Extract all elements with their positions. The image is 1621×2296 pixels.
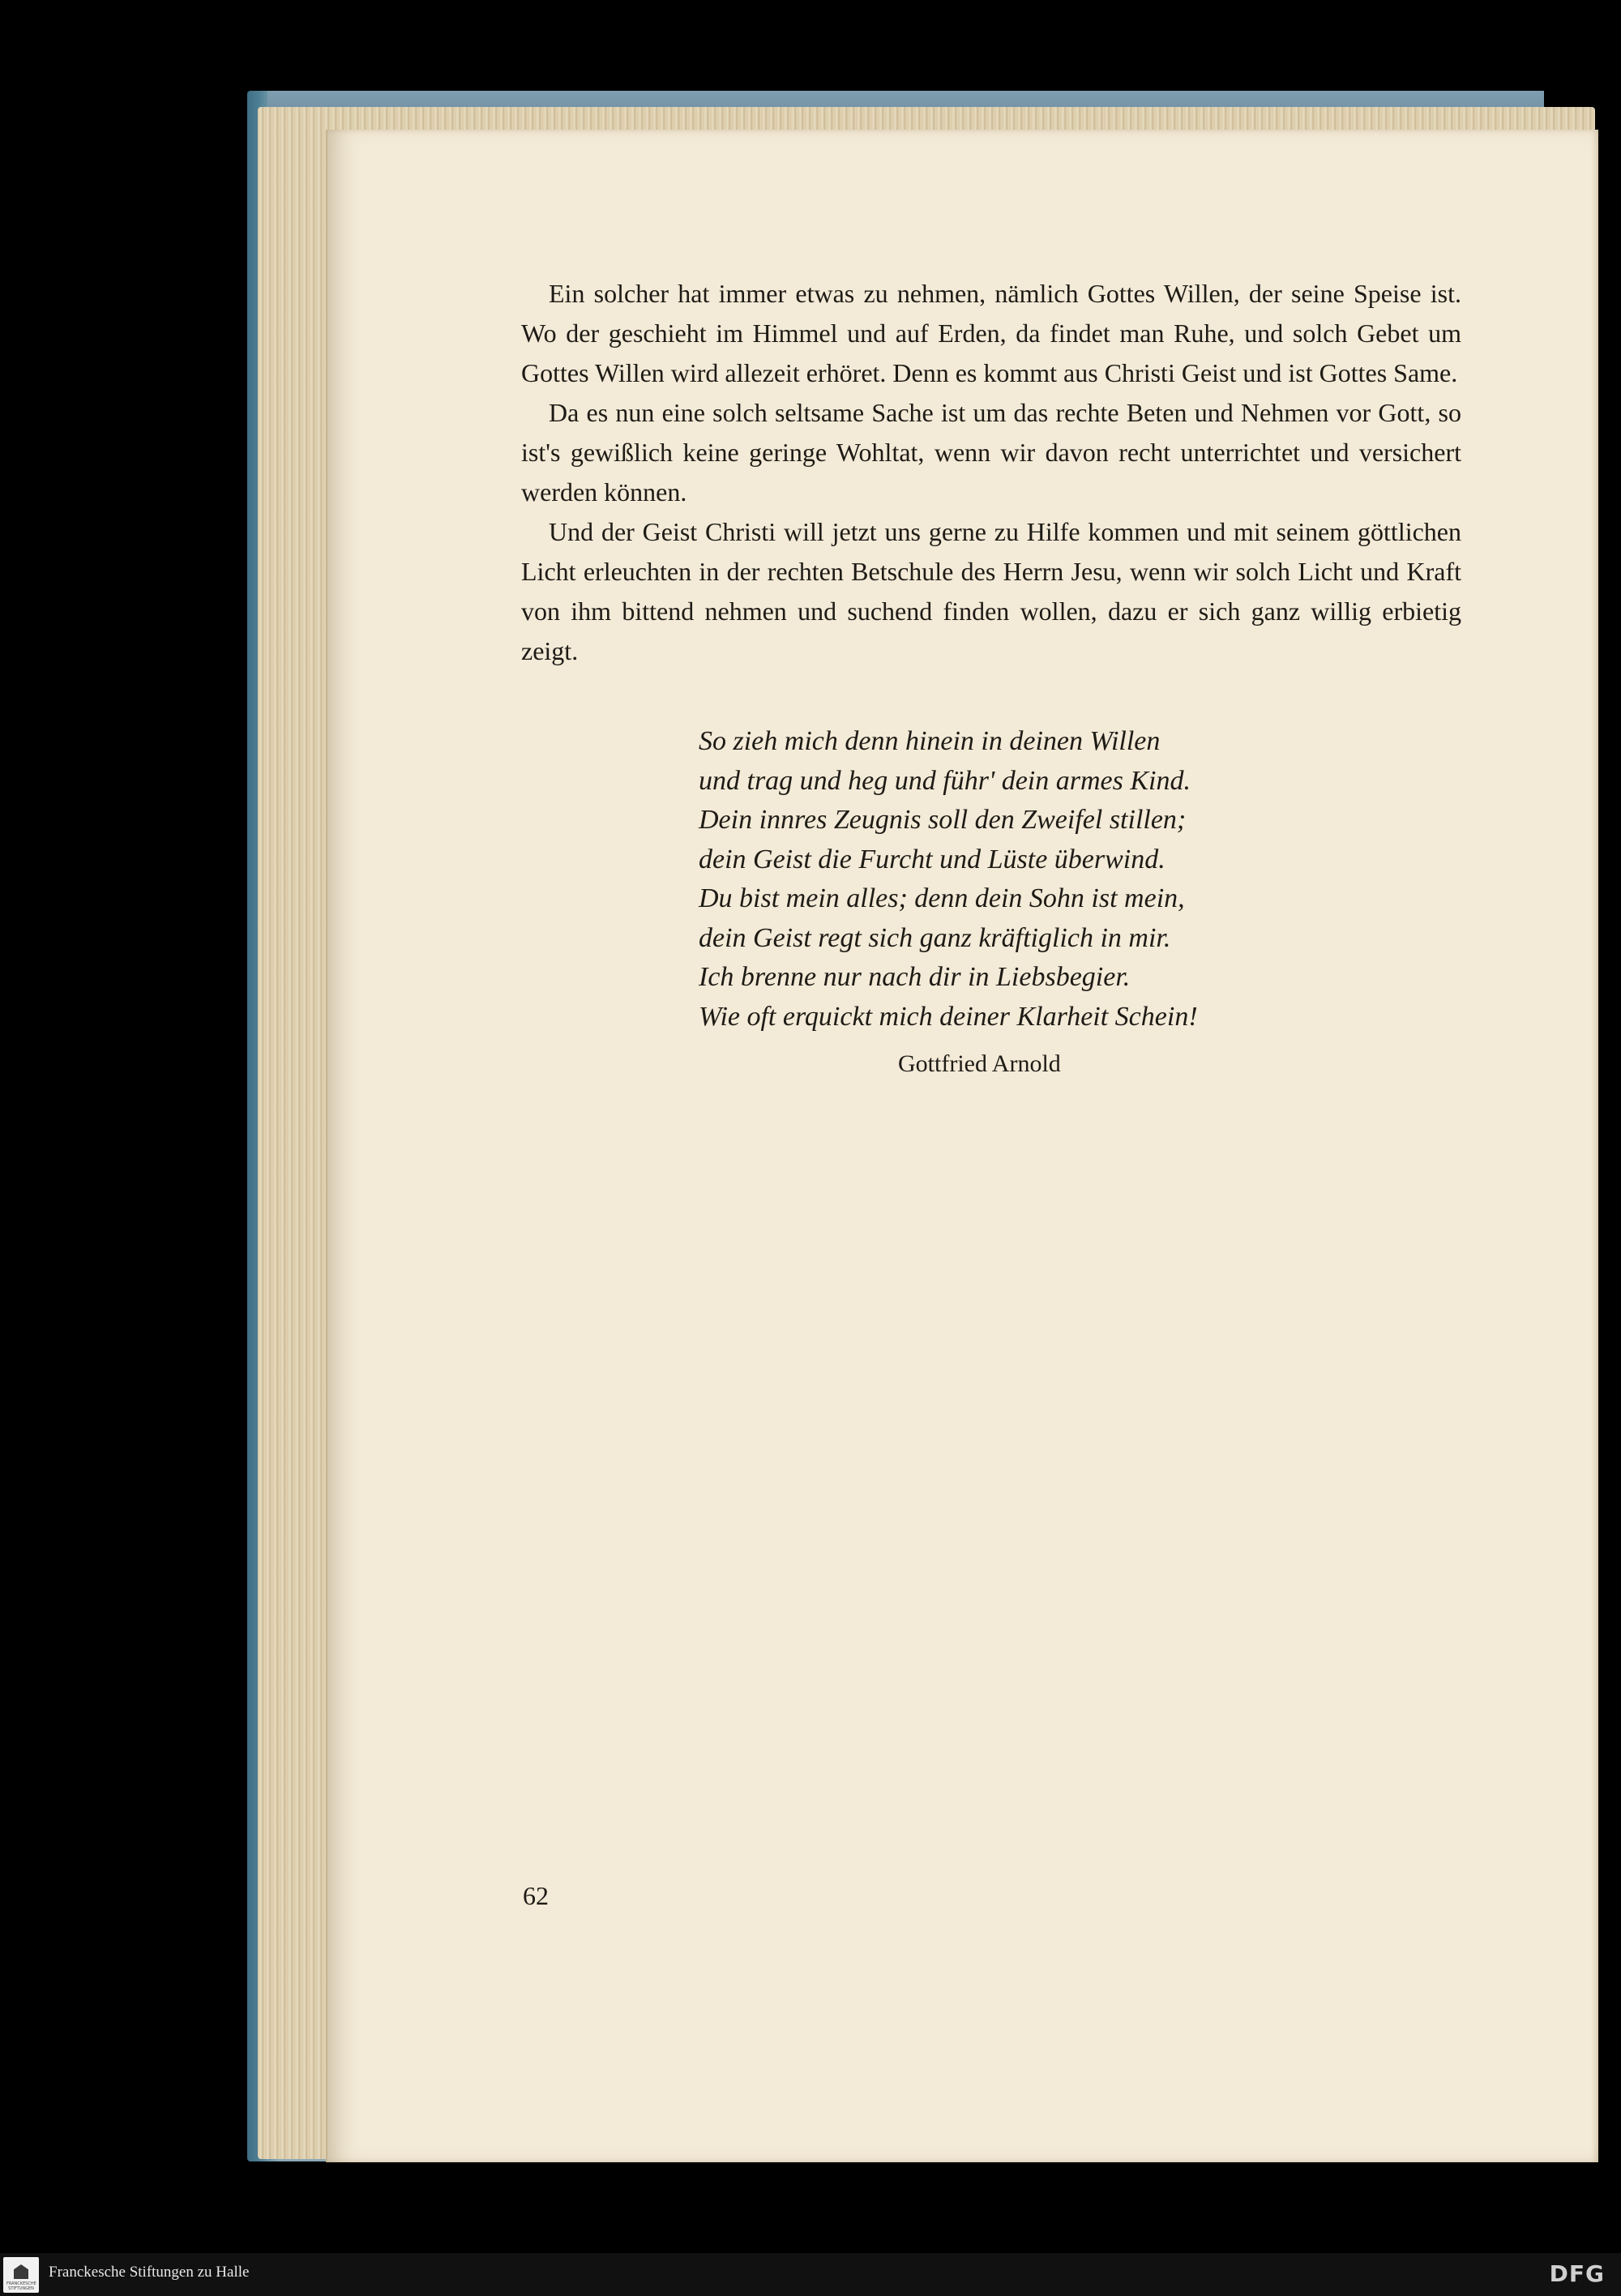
poem-line: So zieh mich denn hinein in deinen Willen <box>699 726 1161 756</box>
page-number: 62 <box>523 1881 549 1910</box>
poem-line: Ich brenne nur nach dir in Liebsbegier. <box>699 962 1131 992</box>
poem-author: Gottfried Arnold <box>898 1050 1061 1077</box>
poem-line: dein Geist die Furcht und Lüste überwind. <box>699 844 1165 874</box>
poem-line: dein Geist regt sich ganz kräftiglich in mir. <box>699 922 1171 953</box>
dfg-logo: DFG <box>1549 2260 1605 2287</box>
poem <box>699 722 1315 1037</box>
poem-line: Du bist mein alles; denn dein Sohn ist mein, <box>699 883 1185 913</box>
poem-line: Dein innres Zeugnis soll den Zweifel stillen; <box>699 805 1187 835</box>
institution-name: Franckesche Stiftungen zu Halle <box>49 2264 250 2281</box>
building-icon <box>14 2264 28 2279</box>
logo-caption: FRANCKESCHE STIFTUNGEN <box>6 2281 36 2291</box>
paragraph: Da es nun eine solch seltsame Sache ist um das rechte Beten und Nehmen vor Gott, so ist's gewißlich keine geringe Wohltat, wenn wir davon recht unterrichtet und versichert werden können. <box>521 398 1461 507</box>
poem-line: und trag und heg und führ' dein armes Kind. <box>699 765 1191 796</box>
poem-line: Wie oft erquickt mich deiner Klarheit Schein! <box>699 1001 1198 1032</box>
institution-logo-icon <box>3 2257 39 2293</box>
paragraph: Ein solcher hat immer etwas zu nehmen, nämlich Gottes Willen, der seine Speise ist. Wo der geschieht im Himmel und auf Erden, da findet man Ruhe, und solch Gebet um Gottes Willen wird allezeit erhöret. Denn es kommt aus Christi Geist und ist Gottes Same. <box>521 279 1461 387</box>
footer-bar <box>0 2253 1621 2296</box>
paragraph: Und der Geist Christi will jetzt uns gerne zu Hilfe kommen und mit seinem göttlichen Licht erleuchten in der rechten Betschule des Herrn Jesu, wenn wir solch Licht und Kraft von ihm bittend nehmen und suchend finden wollen, dazu er sich ganz willig erbietig zeigt. <box>521 517 1461 665</box>
body-text <box>521 274 1461 671</box>
